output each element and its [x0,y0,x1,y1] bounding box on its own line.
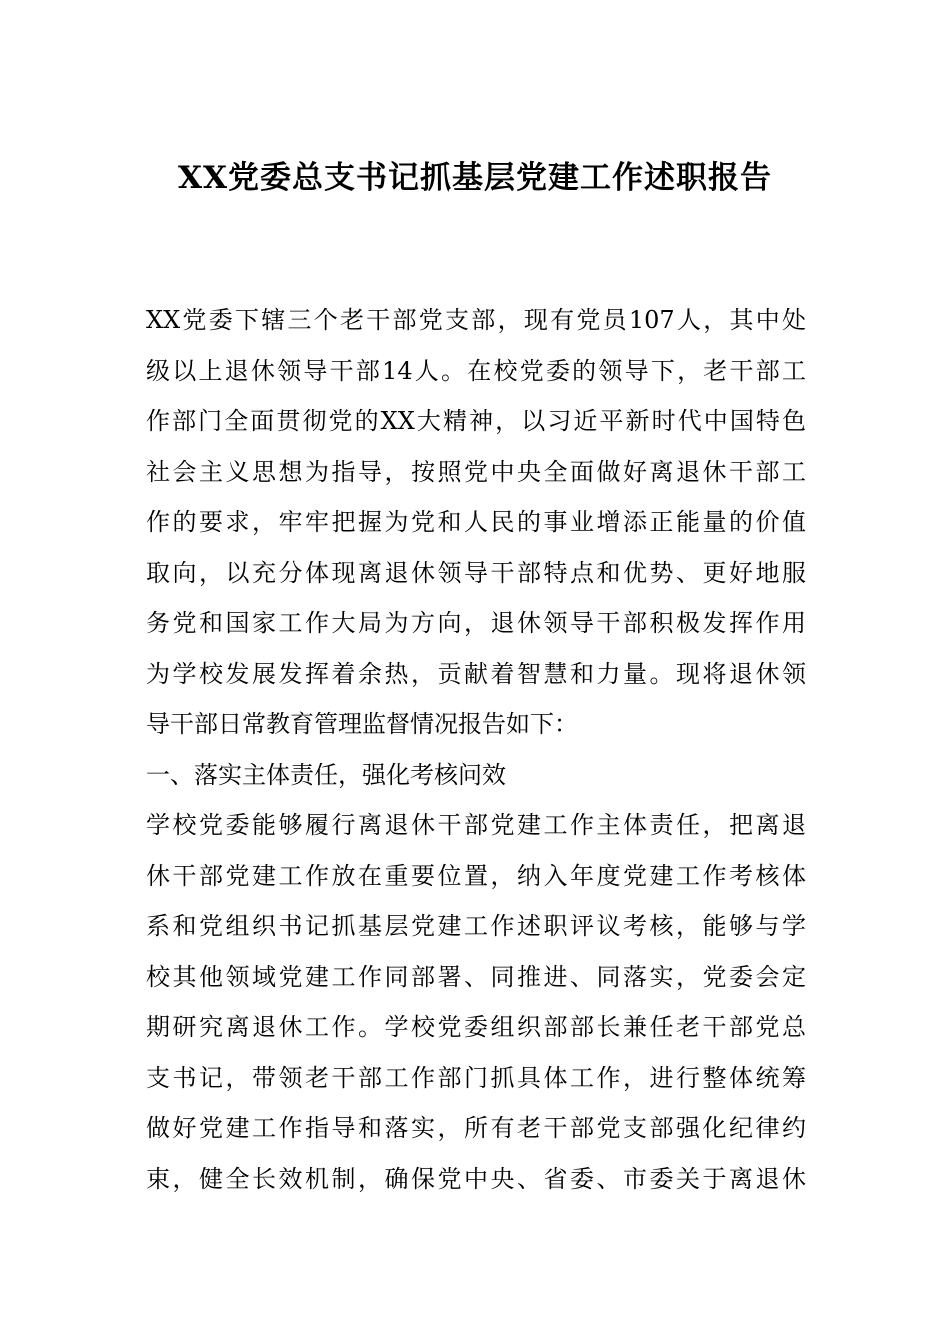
paragraph-2-line: 休干部党建工作放在重要位置，纳入年度党建工作考核体 [146,861,806,890]
paragraph-1-line: 作部门全面贯彻党的XX大精神，以习近平新时代中国特色 [146,407,806,435]
document-title: XX党委总支书记抓基层党建工作述职报告 [177,160,773,196]
paragraph-1-line: 务党和国家工作大局为方向，退休领导干部积极发挥作用 [146,609,806,637]
paragraph-1-line: 为学校发展发挥着余热，贡献着智慧和力量。现将退休领 [146,659,806,688]
paragraph-1-line: 导干部日常教育管理监督情况报告如下： [146,710,578,738]
paragraph-2-line: 学校党委能够履行离退休干部党建工作主体责任，把离退 [146,811,806,839]
paragraph-2-line: 期研究离退休工作。学校党委组织部部长兼任老干部党总 [146,1013,806,1041]
paragraph-2-line: 系和党组织书记抓基层党建工作述职评议考核，能够与学 [146,912,806,940]
paragraph-1-line: 级以上退休领导干部14人。在校党委的领导下，老干部工 [146,356,806,385]
paragraph-1-line: 作的要求，牢牢把握为党和人民的事业增添正能量的价值 [146,508,806,536]
paragraph-2-line: 束，健全长效机制，确保党中央、省委、市委关于离退休 [146,1164,806,1193]
paragraph-2-line: 做好党建工作指导和落实，所有老干部党支部强化纪律约 [146,1114,806,1142]
document-body [146,295,806,1204]
section-heading: 一、落实主体责任，强化考核问效 [146,760,506,789]
paragraph-2-line: 支书记，带领老干部工作部门抓具体工作，进行整体统筹 [146,1063,806,1092]
paragraph-1-line: 取向，以充分体现离退休领导干部特点和优势、更好地服 [146,558,806,587]
paragraph-2-line: 校其他领域党建工作同部署、同推进、同落实，党委会定 [146,962,806,991]
paragraph-1-line: 社会主义思想为指导，按照党中央全面做好离退休干部工 [146,457,806,486]
paragraph-1-line: XX党委下辖三个老干部党支部，现有党员107人，其中处 [146,306,806,334]
